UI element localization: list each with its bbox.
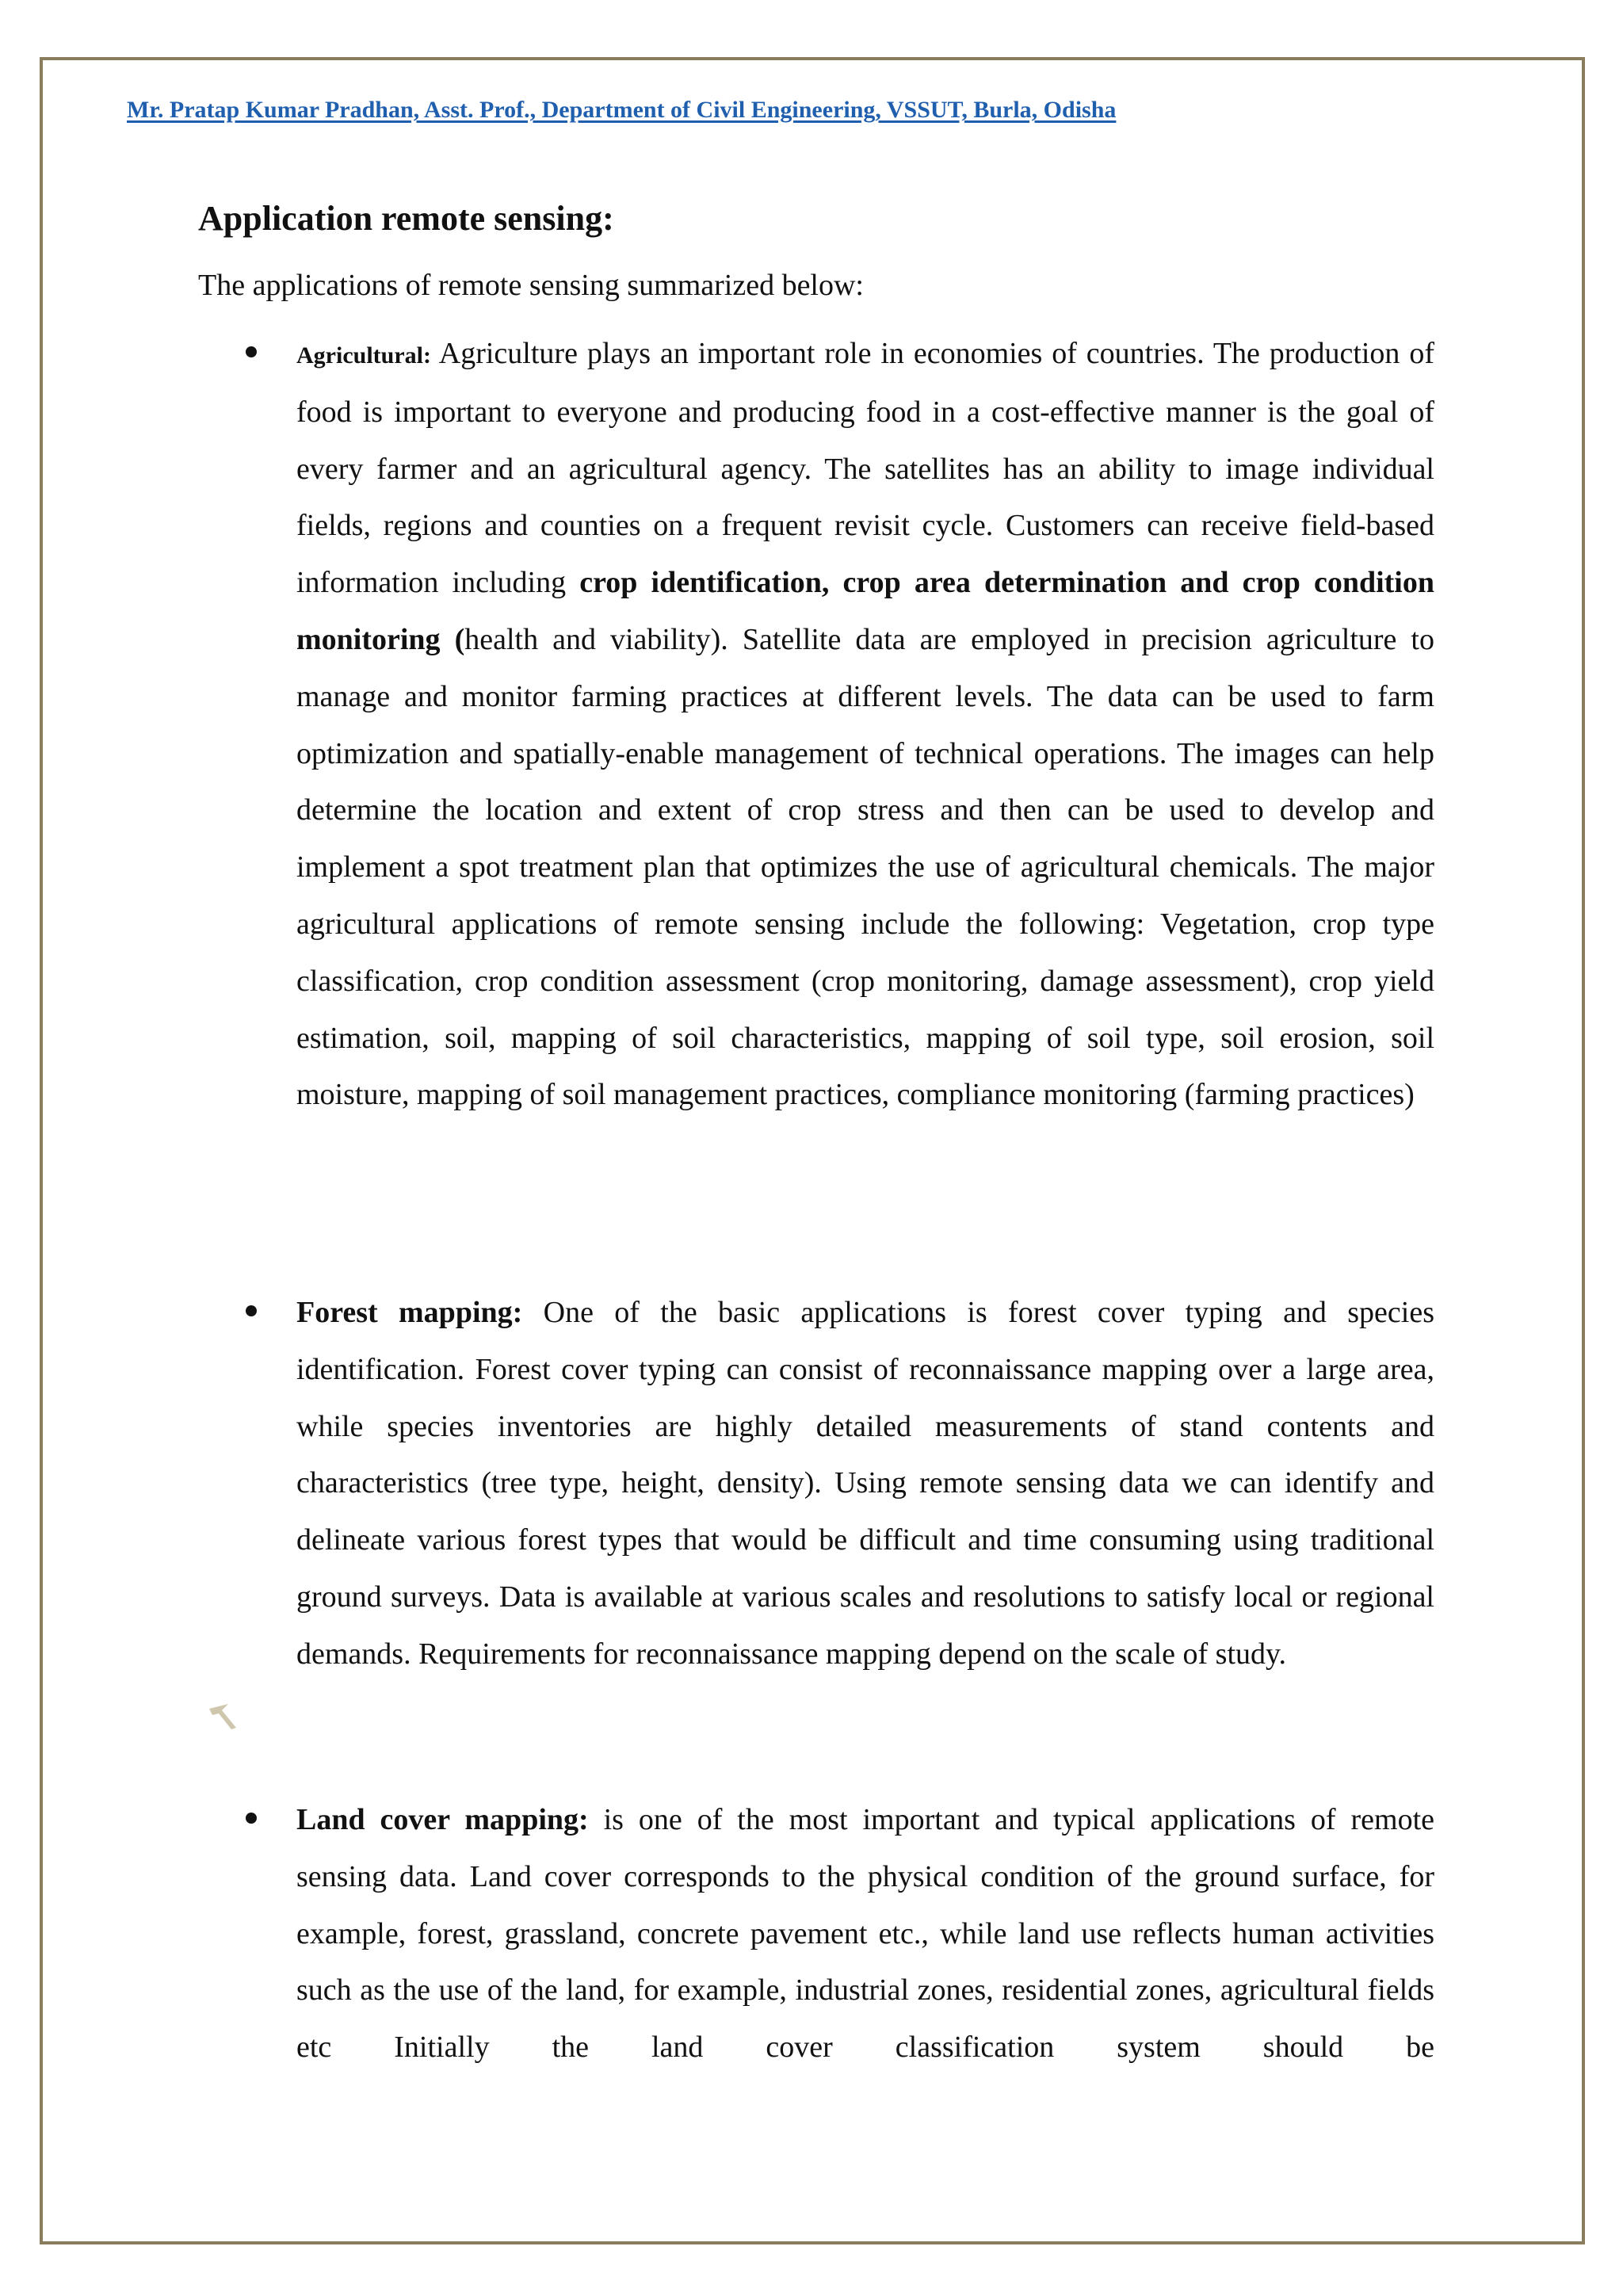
land-cover-text: is one of the most important and typical applications of remote sensing data. Land cover corresponds to the physical condition of the ground surface, for example, forest, grassland, concrete pavement etc., while land use reflects human activities such as the use of the land, for example, industrial zones, residential zones, agricultural fields etc Initially the land cover classification system should be — [296, 1803, 1434, 2065]
land-cover-label: Land cover mapping: — [296, 1803, 589, 1836]
bullet-icon — [246, 1305, 257, 1316]
page-title: Application remote sensing: — [198, 199, 614, 238]
intro-text: The applications of remote sensing summarized below: — [198, 269, 864, 302]
agricultural-text-2: health and viability). Satellite data are employed in precision agriculture to manage and monitor farming practices at different levels. The data can be used to farm optimization and spatially-enable management of technical operations. The images can help determine the location and extent of crop stress and then can be used to develop and implement a spot treatment plan that optimizes the use of agricultural chemicals. The major agricultural applications of remote sensing include the following: Vegetation, crop type classification, crop condition assessment (crop monitoring, damage assessment), crop yield estimation, soil, mapping of soil characteristics, mapping of soil type, soil erosion, soil moisture, mapping of soil management practices, compliance monitoring (farming practices) — [296, 622, 1434, 1112]
pen-mark-icon — [204, 1694, 244, 1734]
forest-label: Forest mapping: — [296, 1296, 523, 1329]
list-item-agricultural — [296, 326, 1434, 1124]
bullet-icon — [246, 346, 257, 357]
list-item-land-cover — [296, 1792, 1434, 2076]
forest-paragraph — [296, 1285, 1434, 1683]
bullet-icon — [246, 1813, 257, 1824]
agricultural-paragraph — [296, 326, 1434, 1124]
agricultural-text-1: Agriculture plays an important role in economies of countries. The production of food is important to everyone and producing food in a cost-effective manner is the goal of every farmer and an agricultural agency. The satellites has an ability to image individual fields, regions and counties on a frequent revisit cycle. Customers can receive field-based information including — [296, 337, 1434, 600]
land-cover-paragraph — [296, 1792, 1434, 2076]
agricultural-emphasis: crop identification, crop area determination and crop condition monitoring ( — [296, 566, 1435, 656]
list-item-forest-mapping — [296, 1285, 1434, 1683]
page-header: Mr. Pratap Kumar Pradhan, Asst. Prof., Department of Civil Engineering, VSSUT, Burla, Odisha — [127, 97, 1117, 123]
agricultural-label: Agricultural: — [296, 342, 431, 369]
forest-text: One of the basic applications is forest cover typing and species identification. Forest cover typing can consist of reconnaissance mapping over a large area, while species inventories are highly detailed measurements of stand contents and characteristics (tree type, height, density). Using remote sensing data we can identify and delineate various forest types that would be difficult and time consuming using traditional ground surveys. Data is available at various scales and resolutions to satisfy local or regional demands. Requirements for reconnaissance mapping depend on the scale of study. — [296, 1296, 1434, 1671]
